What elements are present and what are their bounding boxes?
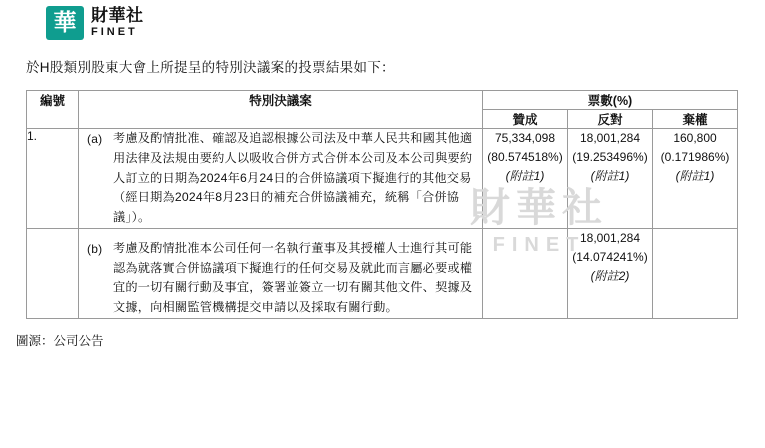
votes-against-percent: (14.074241%) — [572, 250, 648, 265]
votes-against-value: 18,001,284 — [579, 131, 641, 145]
brand-name-en: FINET — [91, 25, 138, 38]
votes-against-note: (附註2) — [590, 269, 630, 284]
row-votes-for — [483, 228, 568, 318]
source-caption: 圖源：公司公告 — [16, 333, 104, 348]
table-row — [27, 129, 738, 229]
row-letter: (b) — [87, 241, 103, 256]
row-votes-against — [568, 129, 653, 229]
table-header-row-1 — [27, 91, 738, 110]
votes-for-value: 75,334,098 — [494, 131, 556, 145]
row-letter: (a) — [87, 132, 103, 146]
vote-results-table-wrapper — [26, 90, 738, 319]
finet-logo-icon — [46, 6, 84, 40]
row-votes-for — [483, 129, 568, 229]
votes-abstain-note: (附註1) — [675, 169, 715, 184]
votes-abstain-value: 160,800 — [673, 131, 717, 145]
row-votes-abstain — [653, 228, 738, 318]
watermark-en: FINET — [492, 234, 586, 256]
votes-against-percent: (19.253496%) — [572, 150, 648, 165]
table-row — [27, 228, 738, 318]
row-resolution-text — [79, 228, 483, 318]
watermark-cn: 財華社 — [470, 186, 608, 230]
row-body: 考慮及酌情批准、確認及追認根據公司法及中華人民共和國其他適用法律及法規由要約人以吸收合併方式合併本公司及本公司與要約人訂立的日期為2024年6月24日的合併協議項下擬進行的其他交易（經日期為2024年8月23日的補充合併協議補充，統稱「合併協議」）。 — [113, 131, 473, 225]
header-resolution: 特別決議案 — [79, 91, 483, 129]
brand-text — [91, 7, 144, 39]
header-against: 反對 — [568, 110, 653, 129]
intro-text: 於H股類別股東大會上所提呈的特別決議案的投票結果如下： — [26, 60, 395, 75]
header-for: 贊成 — [483, 110, 568, 129]
row-resolution-text — [79, 129, 483, 229]
page-header — [0, 0, 765, 46]
header-votes-group: 票數(%) — [483, 91, 738, 110]
logo-glyph: 華 — [53, 9, 77, 36]
vote-results-table — [26, 90, 738, 319]
row-votes-against — [568, 228, 653, 318]
votes-for-note: (附註1) — [505, 169, 545, 184]
row-number — [27, 228, 79, 318]
header-number: 編號 — [27, 91, 79, 129]
votes-against-note: (附註1) — [590, 169, 630, 184]
votes-for-percent: (80.574518%) — [487, 150, 563, 165]
row-number: 1. — [27, 129, 79, 229]
header-abstain: 棄權 — [653, 110, 738, 129]
votes-against-value: 18,001,284 — [579, 230, 641, 245]
brand-name-cn: 財華社 — [91, 5, 144, 25]
row-body: 考慮及酌情批准本公司任何一名執行董事及其授權人士進行其可能認為就落實合併協議項下擬進行的任何交易及就此而言屬必要或權宜的一切有關行動及事宜，簽署並簽立一切有關其他文件、契據及文據，向相關監管機構提交申請以及採取有關行動。 — [113, 240, 473, 315]
row-votes-abstain — [653, 129, 738, 229]
votes-abstain-percent: (0.171986%) — [660, 150, 730, 165]
